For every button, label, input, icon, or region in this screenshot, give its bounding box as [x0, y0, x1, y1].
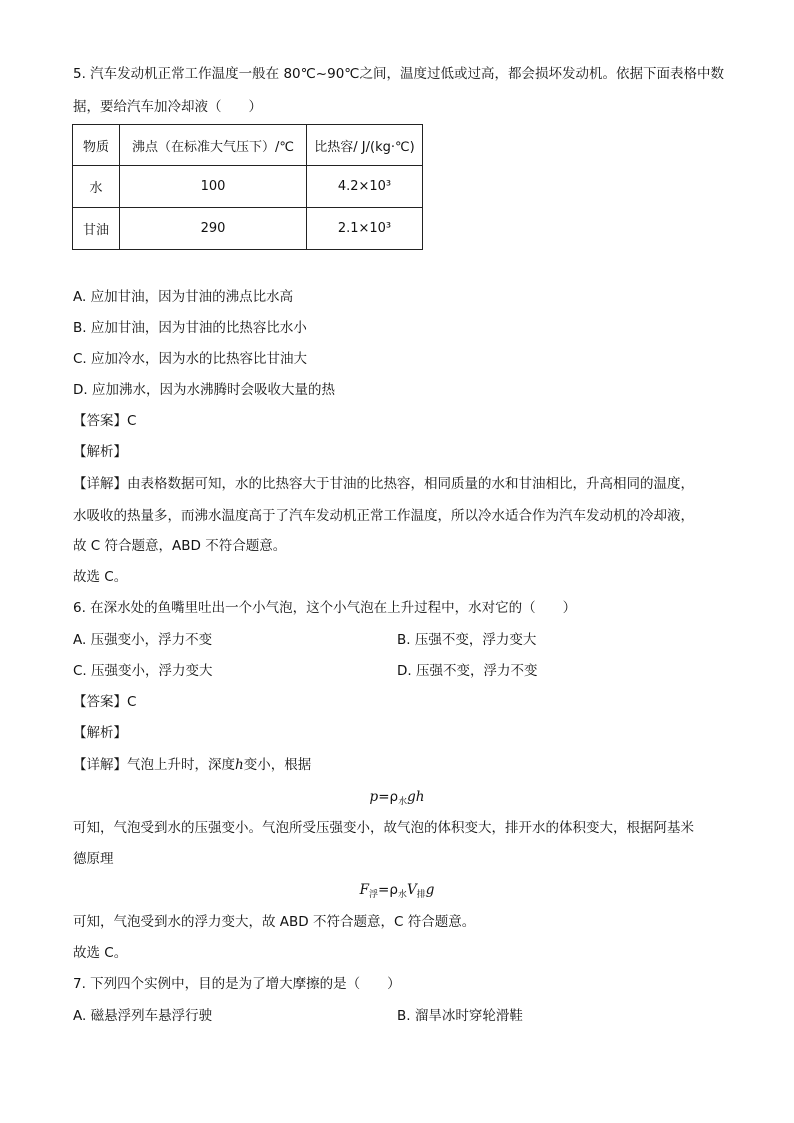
formula-sub-water: 水 — [397, 890, 407, 900]
q5-data-table — [72, 124, 423, 250]
q5-analysis-heading: 【解析】 — [73, 444, 127, 460]
formula-sub-buoy: 浮 — [369, 890, 379, 900]
q7-option-b: B. 溜旱冰时穿轮滑鞋 — [397, 1008, 523, 1024]
table-header-specific-heat: 比热容/ J/(kg·℃) — [307, 125, 423, 166]
formula-gh: gh — [407, 789, 425, 805]
q6-option-c: C. 压强变小，浮力变大 — [73, 663, 213, 679]
pressure-formula — [0, 787, 794, 812]
q6-answer: 【答案】C — [73, 694, 137, 710]
formula-sub-water: 水 — [398, 797, 408, 807]
q5-answer: 【答案】C — [73, 413, 137, 429]
table-cell-specific-heat: 2.1×10³ — [307, 208, 423, 250]
table-cell-substance: 甘油 — [73, 208, 120, 250]
q5-detail-line1: 【详解】由表格数据可知，水的比热容大于甘油的比热容，相同质量的水和甘油相比，升高相同的温度， — [73, 476, 694, 492]
table-header-row — [73, 125, 423, 166]
q6-option-b: B. 压强不变，浮力变大 — [397, 632, 537, 648]
formula-sub-disp: 排 — [416, 890, 426, 900]
q6-detail-prefix: 【详解】气泡上升时，深度 — [73, 757, 235, 773]
q6-explanation-line3: 可知，气泡受到水的浮力变大，故 ABD 不符合题意，C 符合题意。 — [73, 914, 476, 930]
q6-analysis-heading: 【解析】 — [73, 725, 127, 741]
q6-stem: 6. 在深水处的鱼嘴里吐出一个小气泡，这个小气泡在上升过程中，水对它的（ ） — [73, 600, 577, 616]
table-cell-boiling-point: 290 — [120, 208, 307, 250]
q5-stem-line2: 据，要给汽车加冷却液（ ） — [73, 99, 262, 115]
q6-option-a: A. 压强变小，浮力不变 — [73, 632, 213, 648]
q6-explanation-line1: 可知，气泡受到水的压强变小。气泡所受压强变小，故气泡的体积变大，排开水的体积变大，根据阿基米 — [73, 820, 694, 836]
table-cell-specific-heat: 4.2×10³ — [307, 166, 423, 208]
depth-variable: h — [235, 757, 244, 773]
formula-F: F — [359, 882, 370, 898]
q5-option-a: A. 应加甘油，因为甘油的沸点比水高 — [73, 289, 294, 305]
q6-detail-suffix: 变小，根据 — [243, 757, 312, 773]
q6-detail-line — [73, 755, 311, 775]
q5-option-d: D. 应加沸水，因为水沸腾时会吸收大量的热 — [73, 382, 335, 398]
buoyancy-formula — [0, 880, 794, 905]
formula-p: p — [369, 789, 379, 805]
table-cell-substance: 水 — [73, 166, 120, 208]
q7-stem: 7. 下列四个实例中，目的是为了增大摩擦的是（ ） — [73, 976, 401, 992]
table-cell-boiling-point: 100 — [120, 166, 307, 208]
q6-conclusion: 故选 C。 — [73, 945, 128, 961]
q5-detail-line3: 故 C 符合题意，ABD 不符合题意。 — [73, 538, 287, 554]
q5-detail-line2: 水吸收的热量多，而沸水温度高于了汽车发动机正常工作温度，所以冷水适合作为汽车发动机的冷却液， — [73, 508, 694, 524]
q5-stem-line1: 5. 汽车发动机正常工作温度一般在 80℃~90℃之间，温度过低或过高，都会损坏发动机。依据下面表格中数 — [73, 66, 724, 82]
table-header-boiling-point: 沸点（在标准大气压下）/℃ — [120, 125, 307, 166]
q5-conclusion: 故选 C。 — [73, 569, 128, 585]
formula-g: g — [425, 882, 435, 898]
q6-explanation-line2: 德原理 — [73, 851, 114, 867]
formula-V: V — [406, 882, 417, 898]
q5-option-b: B. 应加甘油，因为甘油的比热容比水小 — [73, 320, 307, 336]
table-row — [73, 166, 423, 208]
q7-option-a: A. 磁悬浮列车悬浮行驶 — [73, 1008, 213, 1024]
formula-eq-rho: =ρ — [378, 789, 399, 805]
table-row — [73, 208, 423, 250]
q6-option-d: D. 压强不变，浮力不变 — [397, 663, 538, 679]
table-header-substance: 物质 — [73, 125, 120, 166]
formula-eq-rho: =ρ — [378, 882, 398, 898]
q5-option-c: C. 应加冷水，因为水的比热容比甘油大 — [73, 351, 308, 367]
